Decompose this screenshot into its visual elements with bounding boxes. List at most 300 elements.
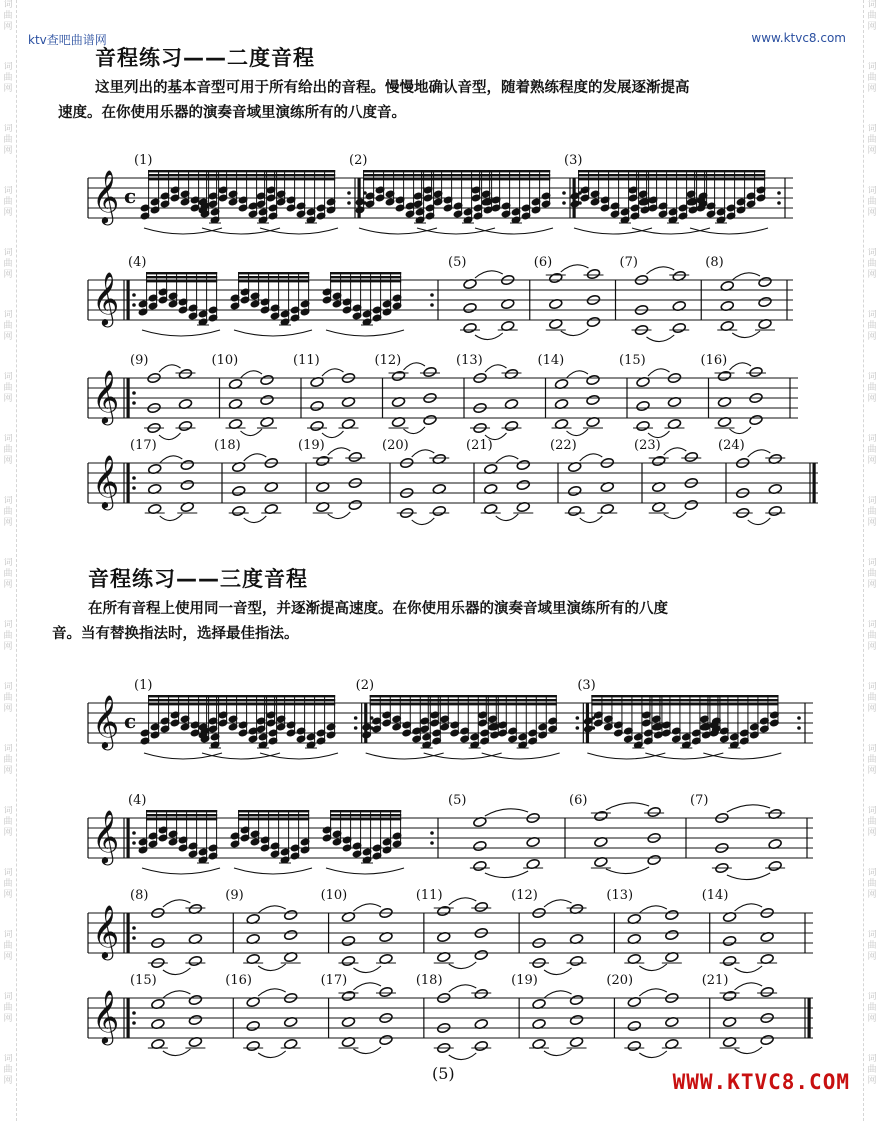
watermark-glyph: 网 xyxy=(3,394,13,404)
watermark-glyph: 词 xyxy=(867,868,877,878)
staff-row xyxy=(80,885,815,980)
slur xyxy=(645,753,723,759)
whole-note xyxy=(341,955,355,966)
tie xyxy=(475,333,503,340)
whole-note xyxy=(647,806,661,817)
exercise-number: (21) xyxy=(466,438,493,453)
watermark-glyph: 曲 xyxy=(867,73,877,83)
whole-note xyxy=(758,296,772,307)
watermark-glyph: 网 xyxy=(3,580,13,590)
treble-clef-icon: 𝄞 xyxy=(92,169,120,223)
exercise-number: (19) xyxy=(511,973,538,988)
whole-note xyxy=(379,986,393,997)
watermark-glyph: 网 xyxy=(867,1014,877,1024)
watermark-glyph: 网 xyxy=(3,208,13,218)
watermark-glyph-group xyxy=(0,992,16,1054)
whole-note xyxy=(316,455,330,466)
watermark-glyph-group xyxy=(864,0,880,62)
treble-clef-icon: 𝄞 xyxy=(92,454,120,508)
exercise-number: (5) xyxy=(448,793,467,808)
tie xyxy=(412,518,435,525)
watermark-glyph: 曲 xyxy=(867,879,877,889)
tie xyxy=(258,1051,286,1058)
watermark-glyph: 曲 xyxy=(3,11,13,21)
tie xyxy=(727,805,770,812)
whole-note xyxy=(246,1040,260,1051)
thick-barline xyxy=(127,463,130,503)
slur xyxy=(690,228,768,234)
whole-note xyxy=(568,485,582,496)
exercise-number: (12) xyxy=(511,888,538,903)
tie xyxy=(606,803,649,810)
watermark-glyph: 网 xyxy=(3,1014,13,1024)
whole-note xyxy=(463,302,477,313)
slur xyxy=(144,228,222,234)
exercise-number: (18) xyxy=(214,438,241,453)
tie xyxy=(496,514,519,521)
exercise-number: (16) xyxy=(700,353,728,368)
watermark-glyph: 词 xyxy=(867,930,877,940)
tie xyxy=(258,906,286,913)
whole-note xyxy=(284,929,298,940)
repeat-dot xyxy=(430,303,434,307)
repeat-dot xyxy=(132,841,136,845)
watermark-glyph-group xyxy=(0,620,16,682)
slur xyxy=(260,753,338,759)
whole-note xyxy=(232,485,246,496)
whole-note xyxy=(348,451,362,462)
staff-row xyxy=(80,790,815,885)
whole-note xyxy=(672,322,686,333)
watermark-glyph-group xyxy=(864,372,880,434)
watermark-glyph-group xyxy=(864,620,880,682)
exercise-number: (22) xyxy=(550,438,577,453)
whole-note xyxy=(432,505,446,516)
thick-barline xyxy=(813,463,816,503)
exercise-number: (2) xyxy=(355,678,375,693)
watermark-glyph: 曲 xyxy=(867,693,877,703)
watermark-glyph: 网 xyxy=(867,580,877,590)
repeat-dot xyxy=(132,391,136,395)
watermark-glyph: 词 xyxy=(867,186,877,196)
watermark-glyph: 曲 xyxy=(3,445,13,455)
slur xyxy=(632,228,710,234)
exercise-number: (9) xyxy=(130,353,149,368)
watermark-glyph-group xyxy=(864,806,880,868)
watermark-glyph: 网 xyxy=(3,890,13,900)
repeat-dot xyxy=(354,726,358,730)
tie xyxy=(735,904,763,911)
repeat-dot xyxy=(132,293,136,297)
section-text-line: 在所有音程上使用同一音型，并逐渐提高速度。在你使用乐器的演奏音域里演练所有的八度 xyxy=(88,600,668,617)
exercise-number: (13) xyxy=(456,353,483,368)
watermark-glyph-group xyxy=(0,124,16,186)
whole-note xyxy=(586,394,600,405)
watermark-glyph: 词 xyxy=(3,372,13,382)
footer-site-logo: WWW.KTVC8.COM xyxy=(672,1070,850,1094)
tie xyxy=(639,989,667,996)
watermark-glyph: 曲 xyxy=(867,755,877,765)
watermark-glyph-group xyxy=(864,434,880,496)
repeat-dot xyxy=(347,191,351,195)
tie xyxy=(485,365,506,372)
staff-row xyxy=(80,150,795,245)
watermark-glyph-group xyxy=(0,1054,16,1116)
whole-note xyxy=(348,499,362,510)
whole-note xyxy=(284,909,298,920)
watermark-glyph: 网 xyxy=(3,704,13,714)
repeat-dot xyxy=(132,831,136,835)
exercise-number: (15) xyxy=(130,973,157,988)
whole-note xyxy=(437,905,451,916)
exercise-number: (14) xyxy=(537,353,565,368)
watermark-glyph: 网 xyxy=(867,518,877,528)
thick-barline xyxy=(127,280,130,320)
whole-note xyxy=(232,505,246,516)
whole-note xyxy=(665,929,679,940)
watermark-glyph: 词 xyxy=(3,62,13,72)
whole-note xyxy=(180,459,194,470)
whole-note xyxy=(260,394,274,405)
watermark-glyph-group xyxy=(864,248,880,310)
watermark-glyph: 网 xyxy=(867,84,877,94)
watermark-glyph: 词 xyxy=(867,434,877,444)
slur xyxy=(142,330,220,336)
repeat-dot xyxy=(430,841,434,845)
slur xyxy=(574,228,652,234)
whole-note xyxy=(310,400,324,411)
slur xyxy=(475,228,553,234)
watermark-glyph-group xyxy=(864,992,880,1054)
slur xyxy=(482,753,560,759)
watermark-glyph: 网 xyxy=(867,890,877,900)
watermark-glyph: 网 xyxy=(867,208,877,218)
whole-note xyxy=(474,1040,488,1051)
treble-clef-icon: 𝄞 xyxy=(92,271,120,325)
watermark-glyph: 网 xyxy=(3,332,13,342)
watermark-glyph: 词 xyxy=(867,558,877,568)
exercise-number: (16) xyxy=(225,973,252,988)
slur xyxy=(417,228,495,234)
whole-note xyxy=(474,949,488,960)
repeat-dot xyxy=(777,191,781,195)
whole-note xyxy=(586,374,600,385)
exercise-number: (14) xyxy=(701,888,729,903)
exercise-number: (20) xyxy=(382,438,409,453)
site-url-right: www.ktvc8.com xyxy=(751,31,846,45)
whole-note xyxy=(246,1020,260,1031)
exercise-number: (19) xyxy=(298,438,325,453)
watermark-glyph: 词 xyxy=(3,1054,13,1064)
slur xyxy=(703,753,781,759)
slur xyxy=(234,868,312,874)
watermark-glyph: 网 xyxy=(867,456,877,466)
exercise-number: (8) xyxy=(705,255,724,270)
whole-note xyxy=(722,955,736,966)
tie xyxy=(544,900,572,907)
watermark-glyph: 曲 xyxy=(867,1065,877,1075)
watermark-glyph: 词 xyxy=(3,868,13,878)
repeat-dot xyxy=(132,476,136,480)
whole-note xyxy=(717,370,731,381)
whole-note xyxy=(768,505,782,516)
whole-note xyxy=(516,479,530,490)
staff-row xyxy=(80,350,800,445)
tie xyxy=(496,456,519,463)
whole-note xyxy=(423,414,437,425)
tie xyxy=(244,516,267,523)
watermark-glyph: 曲 xyxy=(3,321,13,331)
whole-note xyxy=(722,990,736,1001)
treble-clef-icon: 𝄞 xyxy=(92,694,120,748)
slur xyxy=(142,868,220,874)
repeat-dot xyxy=(797,716,801,720)
watermark-glyph: 词 xyxy=(867,310,877,320)
watermark-glyph: 曲 xyxy=(867,321,877,331)
tie xyxy=(449,985,477,992)
slur xyxy=(424,753,502,759)
tie xyxy=(580,454,603,461)
whole-note xyxy=(760,1034,774,1045)
staff-row xyxy=(80,675,815,770)
tie xyxy=(328,448,351,455)
exercise-number: (15) xyxy=(619,353,646,368)
whole-note xyxy=(188,955,202,966)
watermark-glyph: 曲 xyxy=(3,941,13,951)
whole-note xyxy=(594,810,608,821)
whole-note xyxy=(684,451,698,462)
slur xyxy=(326,330,404,336)
watermark-glyph: 词 xyxy=(867,248,877,258)
watermark-glyph: 网 xyxy=(867,394,877,404)
thick-barline xyxy=(127,913,130,953)
watermark-glyph: 网 xyxy=(867,22,877,32)
tie xyxy=(449,1053,477,1060)
whole-note xyxy=(760,986,774,997)
whole-note xyxy=(188,1014,202,1025)
tie xyxy=(485,809,528,816)
treble-clef-icon: 𝄞 xyxy=(92,904,120,958)
slur xyxy=(587,753,665,759)
whole-note xyxy=(310,420,324,431)
treble-clef-icon: 𝄞 xyxy=(92,369,120,423)
watermark-glyph: 词 xyxy=(3,496,13,506)
tie xyxy=(748,518,771,525)
exercise-number: (7) xyxy=(619,255,638,270)
thick-barline xyxy=(127,378,130,418)
watermark-glyph: 词 xyxy=(867,496,877,506)
watermark-glyph: 网 xyxy=(3,766,13,776)
watermark-glyph: 网 xyxy=(867,642,877,652)
tie xyxy=(160,514,183,521)
exercise-number: (24) xyxy=(718,438,745,453)
watermark-glyph-group xyxy=(864,62,880,124)
exercise-number: (21) xyxy=(701,973,729,988)
whole-note xyxy=(423,366,437,377)
exercise-number: (3) xyxy=(564,153,583,168)
section-text-line: 音。当有替换指法时，选择最佳指法。 xyxy=(52,625,299,642)
watermark-glyph: 词 xyxy=(3,434,13,444)
exercise-number: (11) xyxy=(293,353,320,368)
tie xyxy=(449,898,477,905)
tie xyxy=(748,450,771,457)
exercise-number: (11) xyxy=(415,888,443,903)
repeat-dot xyxy=(132,401,136,405)
repeat-dot xyxy=(576,716,580,720)
slur xyxy=(359,228,437,234)
page-number: (5) xyxy=(432,1064,455,1083)
watermark-glyph-group xyxy=(864,682,880,744)
watermark-glyph: 网 xyxy=(3,952,13,962)
watermark-glyph: 网 xyxy=(3,22,13,32)
whole-note xyxy=(627,1040,641,1051)
slur xyxy=(366,753,444,759)
section-text-line: 这里列出的基本音型可用于所有给出的音程。慢慢地确认音型，随着熟练程度的发展逐渐提高 xyxy=(95,79,690,96)
tie xyxy=(258,989,286,996)
watermark-glyph-group xyxy=(0,434,16,496)
tie xyxy=(735,983,763,990)
watermark-glyph: 曲 xyxy=(3,1065,13,1075)
repeat-dot xyxy=(430,293,434,297)
exercise-number: (10) xyxy=(211,353,239,368)
whole-note xyxy=(463,322,477,333)
watermark-glyph: 词 xyxy=(3,558,13,568)
whole-note xyxy=(768,860,782,871)
watermark-glyph: 曲 xyxy=(867,259,877,269)
watermark-glyph: 词 xyxy=(867,682,877,692)
tie xyxy=(244,454,267,461)
watermark-glyph: 词 xyxy=(3,124,13,134)
exercise-number: (12) xyxy=(374,353,402,368)
whole-note xyxy=(178,420,192,431)
exercise-number: (17) xyxy=(130,438,157,453)
whole-note xyxy=(379,1034,393,1045)
watermark-glyph: 曲 xyxy=(3,755,13,765)
exercise-number: (20) xyxy=(606,973,634,988)
watermark-glyph: 曲 xyxy=(3,631,13,641)
exercise-number: (18) xyxy=(415,973,443,988)
staff-row xyxy=(80,970,815,1065)
watermark-glyph: 词 xyxy=(867,806,877,816)
watermark-glyph-group xyxy=(864,310,880,372)
repeat-dot xyxy=(132,1021,136,1025)
tie xyxy=(475,271,503,278)
exercise-number: (8) xyxy=(130,888,149,903)
tie xyxy=(561,265,589,272)
repeat-dot xyxy=(347,201,351,205)
section-title-seconds: 音程练习——二度音程 xyxy=(95,46,315,70)
whole-note xyxy=(569,1014,583,1025)
whole-note xyxy=(569,955,583,966)
watermark-glyph: 曲 xyxy=(3,1003,13,1013)
slur xyxy=(326,868,404,874)
thick-barline xyxy=(127,818,130,858)
repeat-dot xyxy=(430,831,434,835)
watermark-glyph: 曲 xyxy=(3,135,13,145)
staff-row xyxy=(80,435,820,530)
watermark-glyph-group xyxy=(0,62,16,124)
exercise-number: (23) xyxy=(634,438,661,453)
exercise-number: (1) xyxy=(134,678,153,693)
watermark-glyph: 词 xyxy=(3,930,13,940)
time-signature: c xyxy=(124,709,137,733)
watermark-glyph: 词 xyxy=(867,992,877,1002)
repeat-dot xyxy=(562,201,566,205)
watermark-glyph: 网 xyxy=(3,518,13,528)
watermark-glyph: 曲 xyxy=(3,817,13,827)
repeat-dot xyxy=(132,303,136,307)
watermark-glyph: 网 xyxy=(3,84,13,94)
whole-note xyxy=(652,455,666,466)
tie xyxy=(647,267,675,274)
watermark-glyph: 曲 xyxy=(3,879,13,889)
watermark-glyph-group xyxy=(864,744,880,806)
tie xyxy=(163,991,191,998)
watermark-glyph: 曲 xyxy=(867,135,877,145)
watermark-glyph: 词 xyxy=(867,744,877,754)
tie xyxy=(580,516,603,523)
thick-barline xyxy=(808,998,811,1038)
watermark-glyph: 曲 xyxy=(867,817,877,827)
watermark-glyph: 网 xyxy=(867,332,877,342)
watermark-glyph-group xyxy=(864,868,880,930)
watermark-glyph: 词 xyxy=(3,0,13,10)
watermark-glyph: 网 xyxy=(867,1076,877,1086)
watermark-glyph: 词 xyxy=(867,372,877,382)
watermark-glyph: 曲 xyxy=(867,631,877,641)
watermark-glyph-group xyxy=(0,682,16,744)
watermark-glyph-group xyxy=(864,930,880,992)
tie xyxy=(485,871,528,878)
exercise-number: (4) xyxy=(128,793,147,808)
site-name-left: ktv查吧曲谱网 xyxy=(28,33,107,47)
repeat-dot xyxy=(132,1011,136,1015)
tie xyxy=(639,906,667,913)
watermark-glyph: 网 xyxy=(867,828,877,838)
watermark-glyph: 网 xyxy=(3,1076,13,1086)
watermark-glyph: 网 xyxy=(3,642,13,652)
tie xyxy=(353,904,381,911)
slur xyxy=(202,228,280,234)
watermark-glyph: 曲 xyxy=(867,197,877,207)
tie xyxy=(732,273,760,280)
watermark-glyph-group xyxy=(0,868,16,930)
right-watermark-strip xyxy=(863,0,880,1121)
exercise-number: (10) xyxy=(320,888,348,903)
watermark-glyph: 词 xyxy=(867,0,877,10)
whole-note xyxy=(504,420,518,431)
repeat-dot xyxy=(132,486,136,490)
repeat-dot xyxy=(354,716,358,720)
watermark-glyph: 网 xyxy=(3,456,13,466)
tie xyxy=(727,873,770,880)
tie xyxy=(647,335,675,342)
watermark-glyph: 词 xyxy=(3,744,13,754)
watermark-glyph: 曲 xyxy=(867,569,877,579)
watermark-glyph-group xyxy=(0,186,16,248)
watermark-glyph: 网 xyxy=(867,270,877,280)
tie xyxy=(544,991,572,998)
whole-note xyxy=(474,901,488,912)
watermark-glyph: 网 xyxy=(867,766,877,776)
tie xyxy=(412,450,435,457)
tie xyxy=(732,331,760,338)
watermark-glyph-group xyxy=(864,496,880,558)
whole-note xyxy=(758,276,772,287)
section-text-line: 速度。在你使用乐器的演奏音域里演练所有的八度音。 xyxy=(58,104,406,121)
watermark-glyph-group xyxy=(864,1054,880,1116)
whole-note xyxy=(749,414,763,425)
